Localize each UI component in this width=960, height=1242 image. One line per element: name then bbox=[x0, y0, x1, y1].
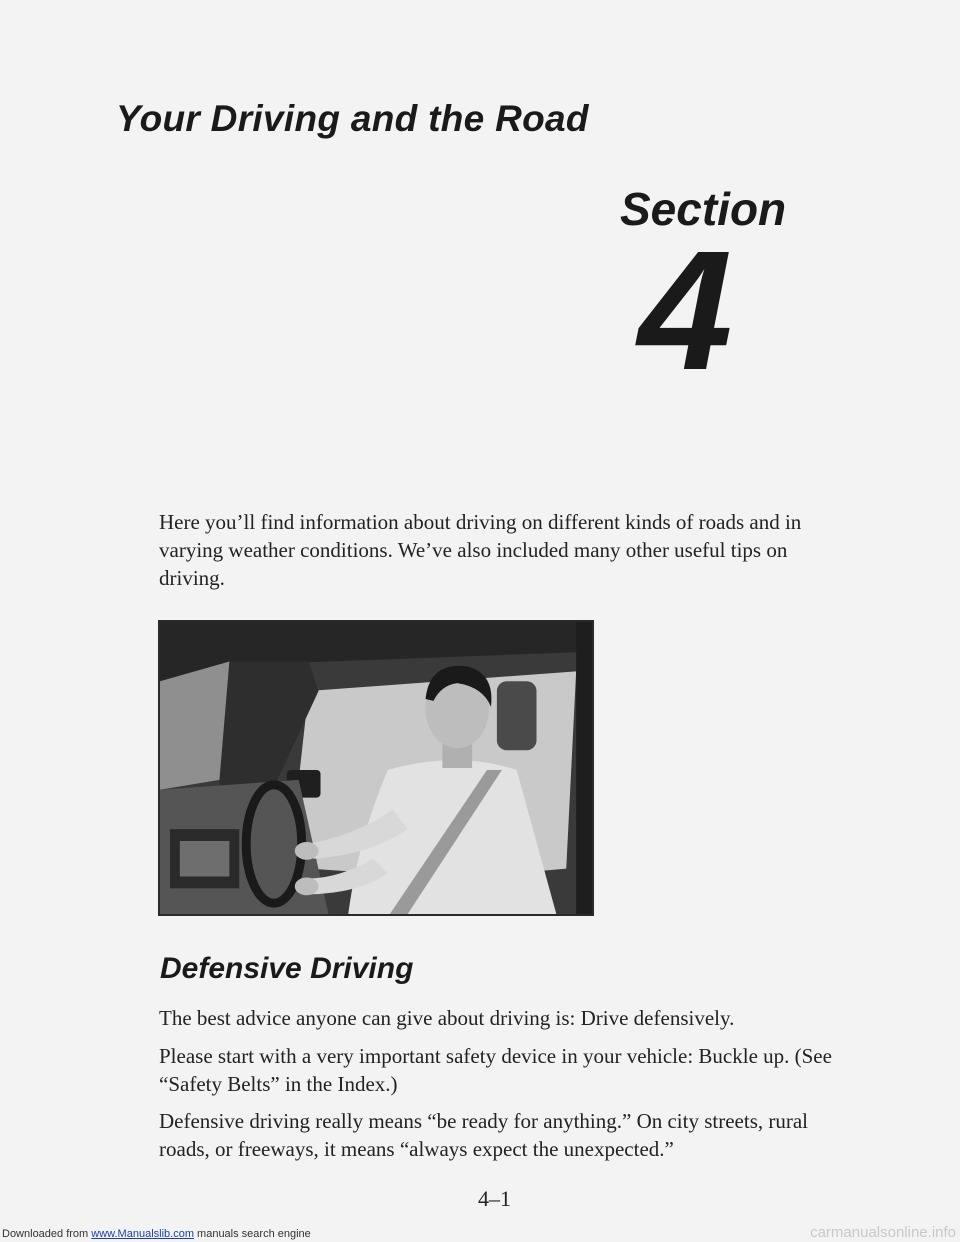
download-footer bbox=[2, 1228, 311, 1240]
footer-suffix: manuals search engine bbox=[193, 1228, 311, 1240]
chapter-title: Your Driving and the Road bbox=[116, 98, 589, 139]
watermark-text: carmanualsonline.info bbox=[810, 1224, 956, 1241]
paragraph-1: The best advice anyone can give about driving is: Drive defensively. bbox=[159, 1006, 735, 1030]
page-number: 4–1 bbox=[478, 1186, 511, 1211]
section-label: Section bbox=[620, 183, 787, 235]
section-heading: Defensive Driving bbox=[160, 952, 414, 985]
paragraph-3: Defensive driving really means “be ready for anything.” On city streets, rural roads, or freeways, it means “always expect the unexpected.” bbox=[159, 1109, 809, 1161]
driver-illustration-drawing bbox=[160, 622, 592, 914]
section-number: 4 bbox=[638, 216, 733, 406]
driver-illustration bbox=[158, 620, 594, 916]
paragraph-2: Please start with a very important safety device in your vehicle: Buckle up. (See “Safety Belts” in the Index.) bbox=[159, 1044, 832, 1096]
footer-prefix: Downloaded from bbox=[2, 1228, 92, 1240]
manualslib-link[interactable]: www.Manualslib.com bbox=[91, 1228, 194, 1240]
intro-paragraph: Here you’ll find information about driving on different kinds of roads and in varying weather conditions. We’ve also included many other useful tips on driving. bbox=[159, 510, 802, 590]
